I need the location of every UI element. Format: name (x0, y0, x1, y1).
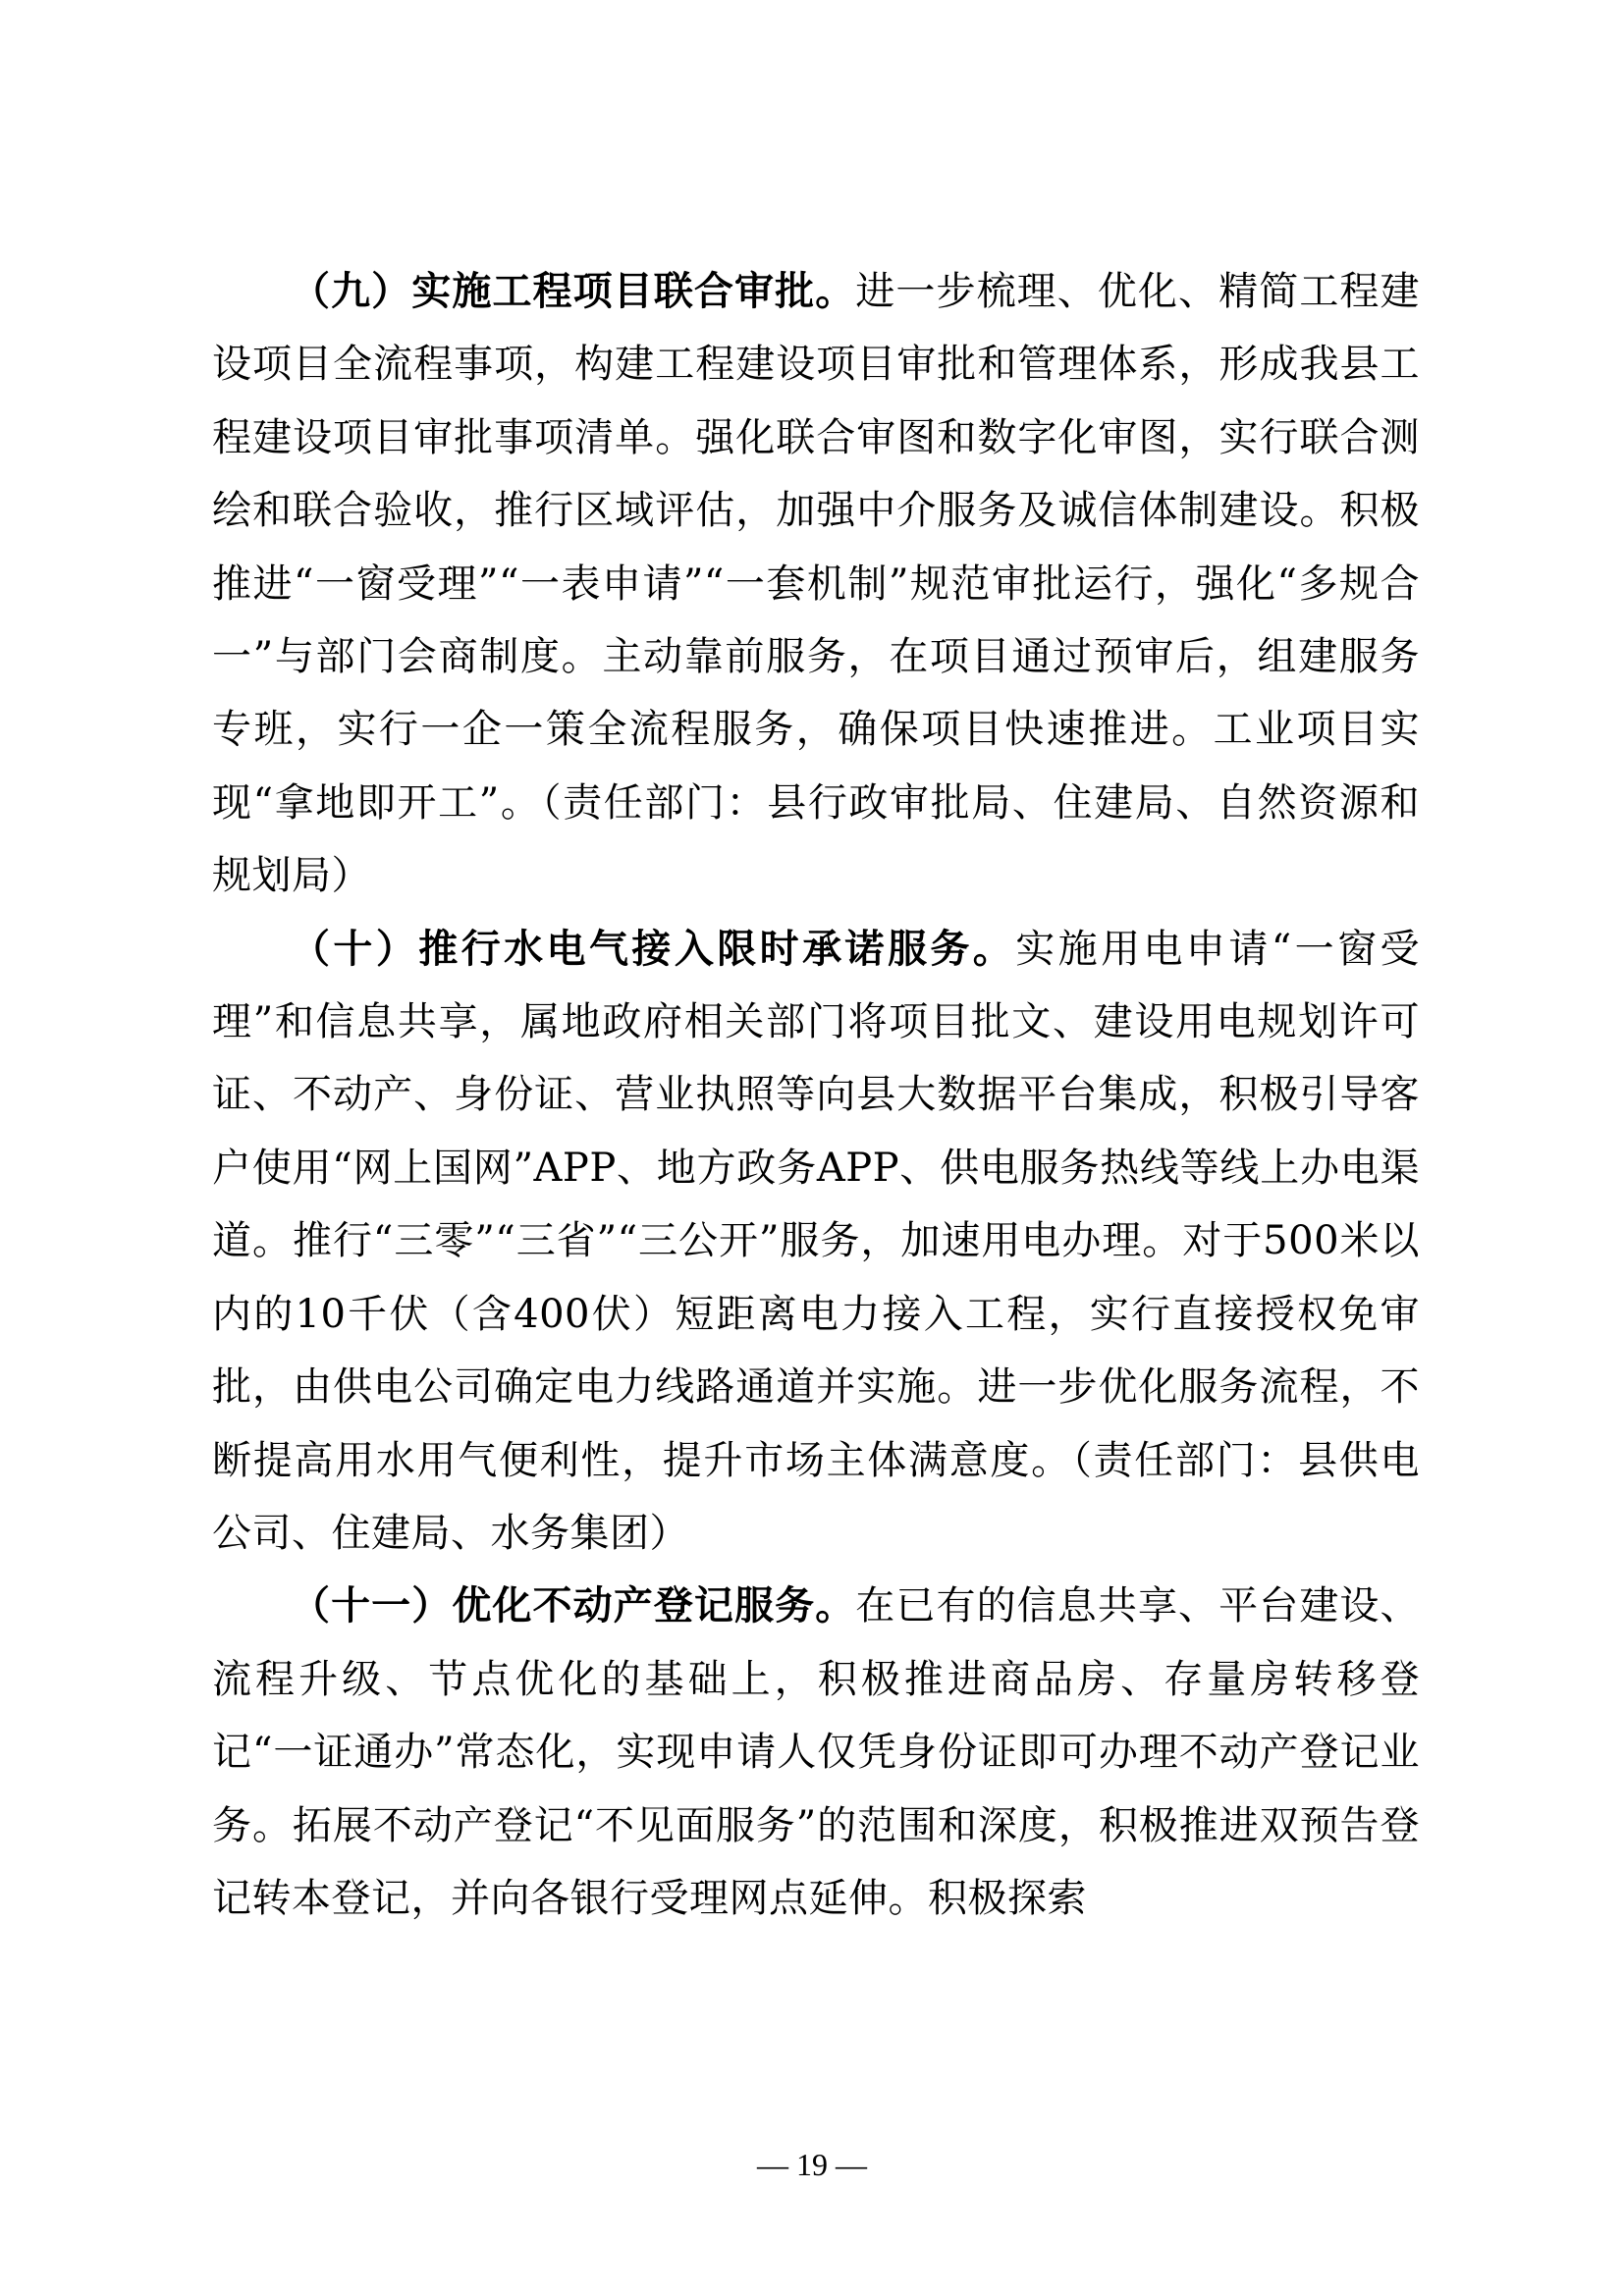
section-body-11: 在已有的信息共享、平台建设、流程升级、节点优化的基础上，积极推进商品房、存量房转移登记“一证通办”常态化，实现申请人仅凭身份证即可办理不动产登记业务。拓展不动产登记“不见面服务”的范围和深度，积极推进双预告登记转本登记，并向各银行受理网点延伸。积极探索 (212, 1583, 1421, 1921)
section-body-9: 进一步梳理、优化、精简工程建设项目全流程事项，构建工程建设项目审批和管理体系，形成我县工程建设项目审批事项清单。强化联合审图和数字化审图，实行联合测绘和联合验收，推行区域评估，加强中介服务及诚信体制建设。积极推进“一窗受理”“一表申请”“一套机制”规范审批运行，强化“多规合一”与部门会商制度。主动靠前服务，在项目通过预审后，组建服务专班，实行一企一策全流程服务，确保项目快速推进。工业项目实现“拿地即开工”。（责任部门：县行政审批局、住建局、自然资源和规划局） (212, 269, 1421, 899)
document-body (212, 255, 1420, 1935)
page-number: — 19 — (757, 2147, 867, 2182)
paragraph-11 (212, 1570, 1420, 1935)
section-heading-11: （十一）优化不动产登记服务。 (291, 1582, 856, 1629)
section-body-10: 实施用电申请“一窗受理”和信息共享，属地政府相关部门将项目批文、建设用电规划许可证、不动产、身份证、营业执照等向县大数据平台集成，积极引导客户使用“网上国网”APP、地方政务APP、供电服务热线等线上办电渠道。推行“三零”“三省”“三公开”服务，加速用电办理。对于500米以内的10千伏（含400伏）短距离电力接入工程，实行直接授权免审批，由供电公司确定电力线路通道并实施。进一步优化服务流程，不断提高用水用气便利性，提升市场主体满意度。（责任部门：县供电公司、住建局、水务集团） (212, 926, 1421, 1556)
section-heading-9: （九）实施工程项目联合审批。 (291, 268, 856, 314)
section-heading-10: （十）推行水电气接入限时承诺服务。 (291, 925, 1016, 972)
paragraph-9 (212, 255, 1420, 913)
paragraph-10 (212, 913, 1420, 1571)
